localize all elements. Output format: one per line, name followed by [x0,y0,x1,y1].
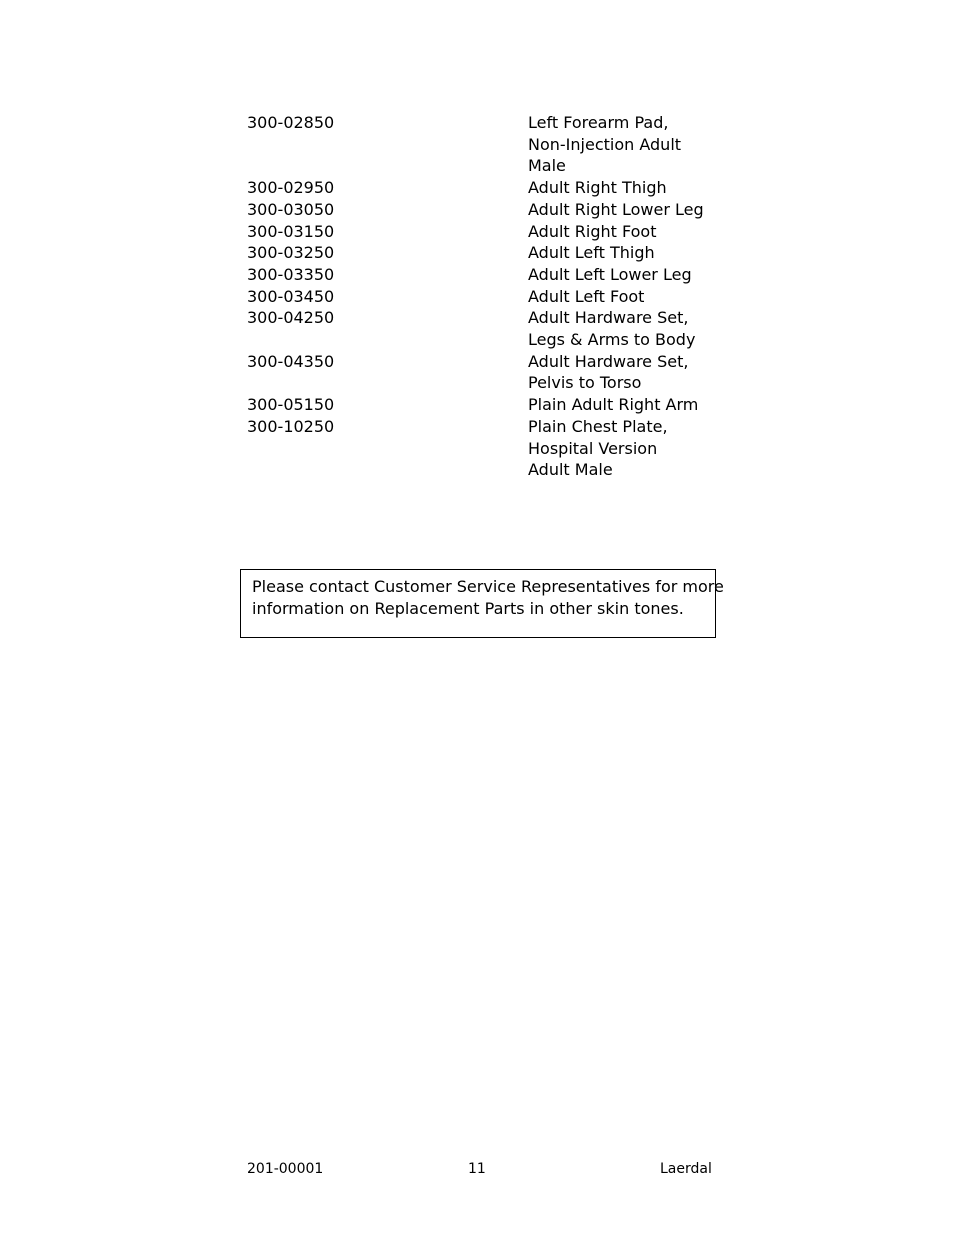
part-description-line: Adult Hardware Set, [528,351,689,371]
part-number: 300-05150 [247,395,335,415]
part-description-line: Left Forearm Pad, [528,113,669,132]
part-row [247,242,727,264]
part-row [247,394,727,416]
notice-line: information on Replacement Parts in other skin tones. [252,599,684,618]
part-number: 300-03150 [247,221,335,241]
part-description-line: Male [528,156,566,176]
part-row [247,286,727,308]
part-number: 300-04250 [247,308,335,328]
part-row [247,221,727,243]
part-description-line: Pelvis to Torso [528,373,642,393]
part-description-line: Adult Right Foot [528,221,657,241]
part-number: 300-03050 [247,199,335,219]
footer-brand: Laerdal [660,1161,712,1177]
part-description-line: Adult Left Thigh [528,243,655,263]
part-number: 300-03250 [247,243,335,263]
part-description [528,307,718,350]
part-row [247,416,727,481]
part-row [247,199,727,221]
part-description [528,242,718,264]
part-number: 300-02850 [247,113,335,132]
notice-line: Please contact Customer Service Representatives for more [252,577,724,596]
part-description-line: Plain Chest Plate, [528,416,668,436]
part-description [528,416,718,481]
part-description [528,264,718,286]
part-description-line: Adult Right Thigh [528,178,667,198]
part-row [247,177,727,199]
part-description [528,221,718,243]
part-description-line: Adult Hardware Set, [528,308,689,328]
part-row [247,307,727,350]
part-description [528,394,718,416]
part-description-line: Adult Male [528,460,613,480]
notice-box [240,569,724,638]
footer-doc-number: 201-00001 [247,1161,324,1177]
part-description-line: Legs & Arms to Body [528,330,696,350]
part-number: 300-02950 [247,178,335,198]
part-description [528,286,718,308]
part-description-line: Plain Adult Right Arm [528,395,699,415]
part-row [247,112,727,177]
part-description-line: Hospital Version [528,438,658,458]
footer-page-number: 11 [468,1161,486,1177]
part-number: 300-03450 [247,286,335,306]
part-description-line: Adult Left Lower Leg [528,264,692,284]
part-description-line: Adult Left Foot [528,286,645,306]
part-row [247,351,727,394]
part-number: 300-03350 [247,264,335,284]
part-description [528,199,718,221]
notice-text [252,576,724,620]
part-description-line: Non-Injection Adult [528,134,682,154]
part-description-line: Adult Right Lower Leg [528,199,704,219]
part-row [247,264,727,286]
parts-list [247,112,727,481]
part-number: 300-10250 [247,416,335,436]
part-description [528,351,718,394]
part-number: 300-04350 [247,351,335,371]
part-description [528,177,718,199]
part-description [528,112,718,177]
